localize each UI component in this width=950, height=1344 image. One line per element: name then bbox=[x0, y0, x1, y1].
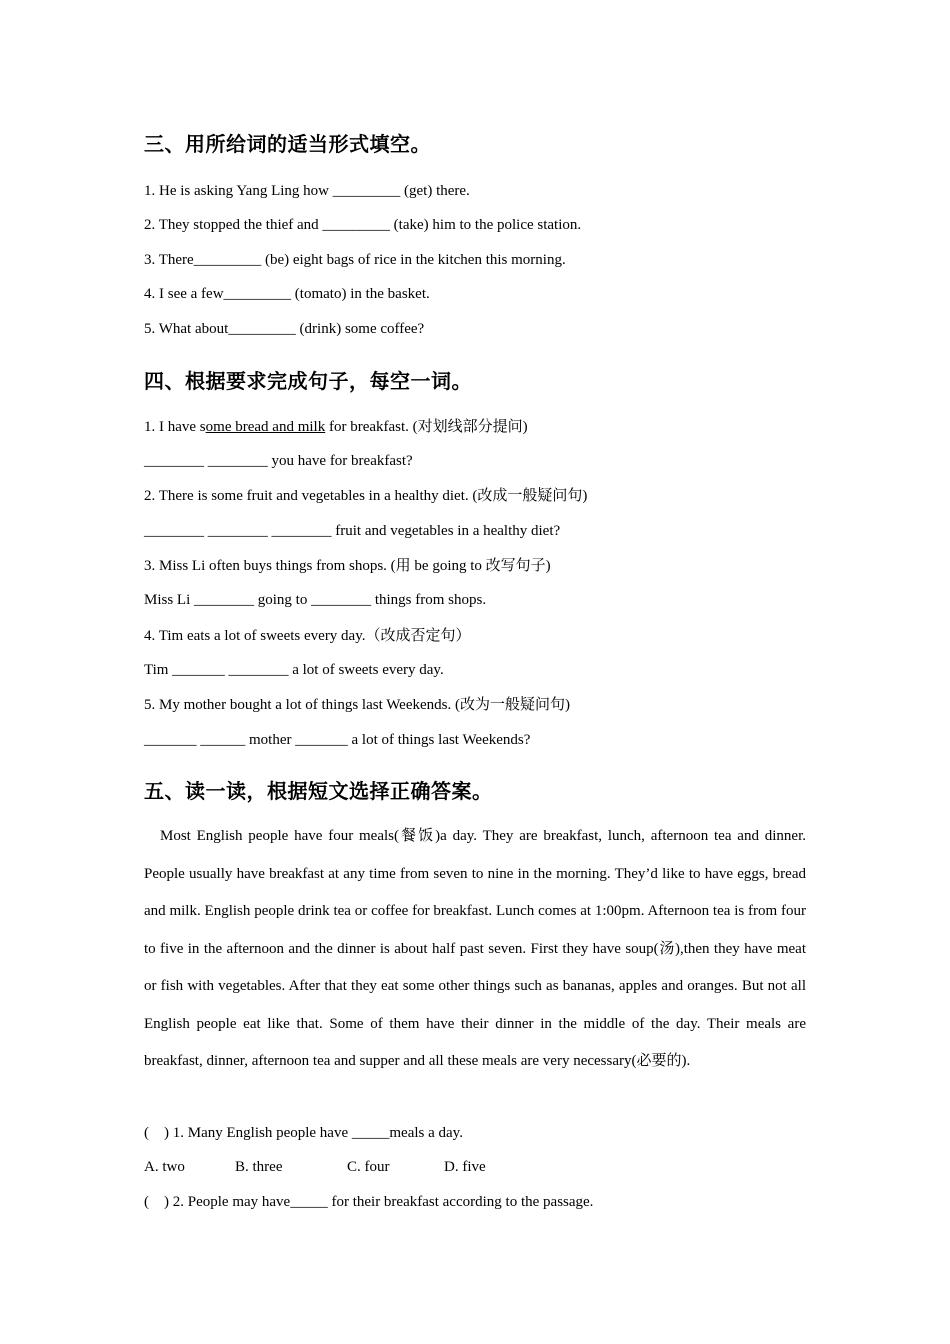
section-4-q4-answer: Tim _______ ________ a lot of sweets every day. bbox=[144, 662, 444, 678]
section-5-title: 五、读一读，根据短文选择正确答案。 bbox=[144, 779, 493, 803]
section-5-q1: ( ) 1. Many English people have _____meals a day. bbox=[144, 1125, 463, 1141]
section-4-q2: 2. There is some fruit and vegetables in a healthy diet. (改成一般疑问句) bbox=[144, 488, 588, 504]
section-3-item-4: 4. I see a few_________ (tomato) in the basket. bbox=[144, 286, 430, 302]
section-4-title: 四、根据要求完成句子，每空一词。 bbox=[144, 369, 472, 393]
section-4-q5-answer: _______ ______ mother _______ a lot of things last Weekends? bbox=[144, 732, 531, 748]
option-b: B. three bbox=[235, 1159, 283, 1175]
section-4-q5: 5. My mother bought a lot of things last Weekends. (改为一般疑问句) bbox=[144, 697, 570, 713]
section-3-item-3: 3. There_________ (be) eight bags of rice in the kitchen this morning. bbox=[144, 252, 566, 268]
section-4-q3: 3. Miss Li often buys things from shops. (用 be going to 改写句子) bbox=[144, 558, 551, 574]
section-4-q4: 4. Tim eats a lot of sweets every day.（改成否定句） bbox=[144, 628, 471, 644]
option-a: A. two bbox=[144, 1159, 185, 1175]
section-4-q1-post: for breakfast. (对划线部分提问) bbox=[325, 419, 528, 435]
section-4-q1-underlined: ome bread and milk bbox=[205, 419, 326, 435]
section-4-q1 bbox=[144, 418, 528, 436]
section-3-item-1: 1. He is asking Yang Ling how _________ (get) there. bbox=[144, 183, 470, 199]
section-4-q1-answer: ________ ________ you have for breakfast? bbox=[144, 453, 413, 469]
section-4-q3-answer: Miss Li ________ going to ________ things from shops. bbox=[144, 592, 487, 608]
section-5-q2: ( ) 2. People may have_____ for their breakfast according to the passage. bbox=[144, 1194, 594, 1210]
section-3-item-2: 2. They stopped the thief and _________ (take) him to the police station. bbox=[144, 217, 582, 233]
section-4-q2-answer: ________ ________ ________ fruit and vegetables in a healthy diet? bbox=[144, 523, 561, 539]
section-3-title: 三、用所给词的适当形式填空。 bbox=[144, 132, 431, 156]
option-c: C. four bbox=[347, 1159, 390, 1175]
section-3-item-5: 5. What about_________ (drink) some coffee? bbox=[144, 321, 425, 337]
option-d: D. five bbox=[444, 1159, 486, 1175]
section-4-q1-pre: 1. I have s bbox=[144, 419, 206, 435]
reading-passage: Most English people have four meals(餐饭)a day. They are breakfast, lunch, afternoon tea and dinner. People usually have breakfast at any time from seven to nine in the morning. They’d like to have eggs, bread and milk. English people drink tea or coffee for breakfast. Lunch comes at 1:00pm. Afternoon tea is from four to five in the afternoon and the dinner is about half past seven. First they have soup(汤),then they have meat or fish with vegetables. After that they eat some other things such as bananas, apples and oranges. But not all English people eat like that. Some of them have their dinner in the middle of the day. Their meals are breakfast, dinner, afternoon tea and supper and all these meals are very necessary(必要的). bbox=[144, 828, 806, 1069]
